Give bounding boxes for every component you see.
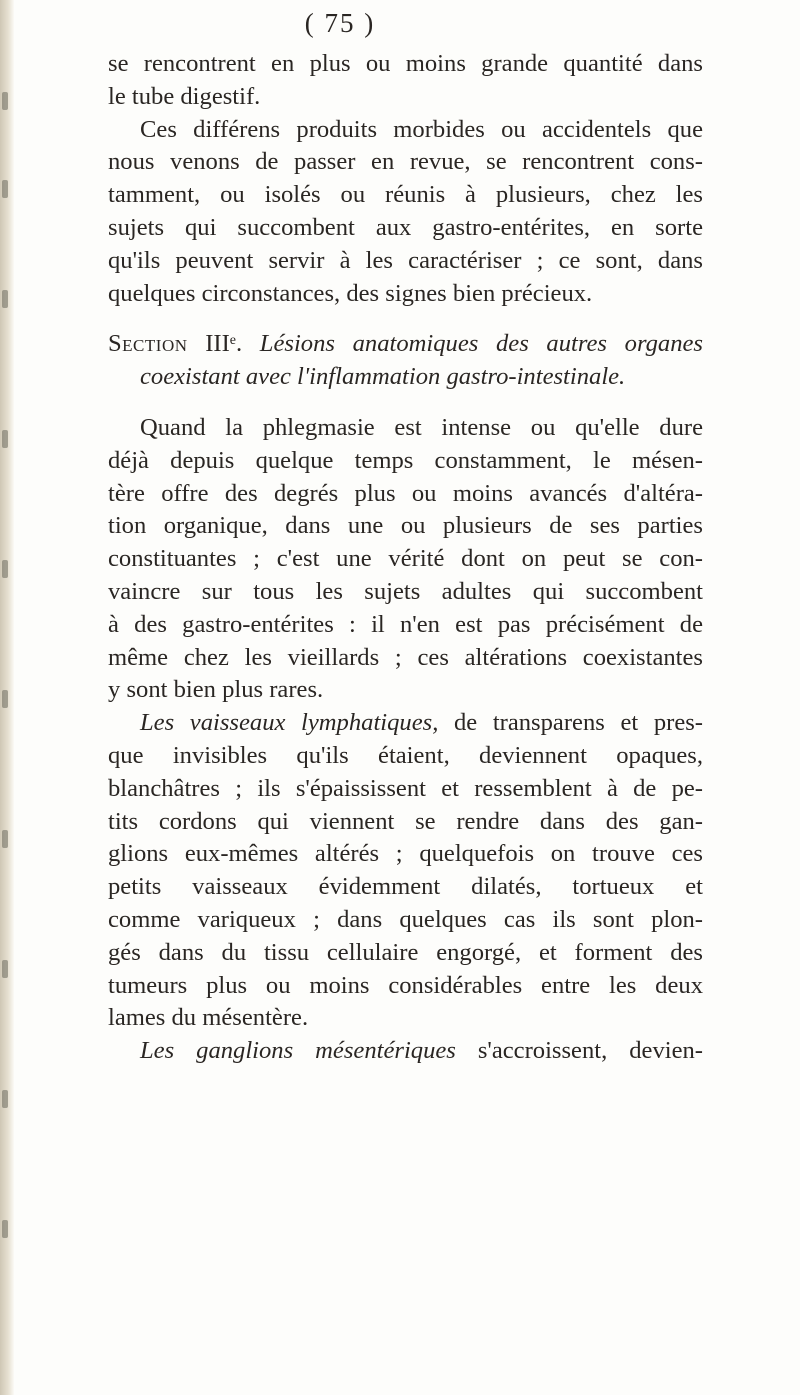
text-line: constituantes ; c'est une vérité dont on peut se con-: [108, 545, 703, 573]
paragraph: [108, 114, 703, 311]
paragraph-continuation: [108, 48, 703, 114]
text-line: lames du mésentère.: [108, 1004, 309, 1032]
text-line: qu'ils peuvent servir à les caractériser ; ce sont, dans: [108, 246, 703, 274]
text-line: sujets qui succombent aux gastro-entérites, en sorte: [108, 213, 703, 241]
section-number-superscript: e: [229, 333, 236, 349]
text-line: y sont bien plus rares.: [108, 676, 324, 704]
spacer: [108, 394, 703, 412]
binding-mark: [2, 180, 8, 198]
text-line: quelques circonstances, des signes bien précieux.: [108, 279, 593, 307]
section-label: Section: [108, 330, 188, 358]
paragraph: [108, 707, 703, 1035]
text-line: nous venons de passer en revue, se rencontrent cons-: [108, 148, 703, 176]
binding-mark: [2, 290, 8, 308]
text-line: tits cordons qui viennent se rendre dans des gan-: [108, 807, 703, 835]
italic-lead: Les vaisseaux lymphatiques,: [140, 709, 439, 737]
paragraph: [108, 412, 703, 707]
text-line: se rencontrent en plus ou moins grande quantité dans: [108, 50, 703, 77]
text-line: même chez les vieillards ; ces altérations coexistantes: [108, 643, 703, 671]
binding-mark: [2, 690, 8, 708]
text-line: Ces différens produits morbides ou accidentels que: [140, 115, 703, 143]
text-line: glions eux-mêmes altérés ; quelquefois on trouve ces: [108, 840, 703, 868]
text-line: tère offre des degrés plus ou moins avancés d'altéra-: [108, 479, 703, 507]
text-line: petits vaisseaux évidemment dilatés, tortueux et: [108, 873, 703, 901]
text-line: [108, 1035, 703, 1068]
text-line: tion organique, dans une ou plusieurs de ses parties: [108, 512, 703, 540]
section-heading-line: Section IIIe. Lésions anatomiques des autres organes: [108, 330, 703, 358]
text-line: comme variqueux ; dans quelques cas ils sont plon-: [108, 905, 703, 933]
text-line: tamment, ou isolés ou réunis à plusieurs, chez les: [108, 181, 703, 209]
text-line: déjà depuis quelque temps constamment, le mésen-: [108, 446, 703, 474]
paragraph: [108, 1035, 703, 1068]
binding-mark: [2, 560, 8, 578]
text-line: Quand la phlegmasie est intense ou qu'elle dure: [140, 413, 703, 441]
text-line: le tube digestif.: [108, 82, 261, 110]
spacer: [108, 310, 703, 328]
binding-mark: [2, 92, 8, 110]
section-number: III: [205, 330, 230, 358]
binding-mark: [2, 960, 8, 978]
italic-lead: Les ganglions mésentériques: [140, 1037, 456, 1065]
text-fragment: de transparens et pres-: [438, 709, 703, 737]
page-binding-edge: [0, 0, 14, 1395]
text-line: à des gastro-entérites : il n'en est pas précisément de: [108, 610, 703, 638]
section-heading: [108, 328, 703, 394]
text-line: gés dans du tissu cellulaire engorgé, et forment des: [108, 938, 703, 966]
text-line: que invisibles qu'ils étaient, deviennent opaques,: [108, 741, 703, 769]
binding-mark: [2, 1090, 8, 1108]
binding-mark: [2, 430, 8, 448]
section-heading-line: [108, 361, 703, 394]
page-text: [108, 48, 703, 1068]
page-number: ( 75 ): [304, 8, 376, 38]
binding-mark: [2, 830, 8, 848]
section-title-continued: coexistant avec l'inflammation gastro-intestinale.: [140, 363, 626, 391]
text-line: vaincre sur tous les sujets adultes qui succombent: [108, 577, 703, 605]
text-line: tumeurs plus ou moins considérables entre les deux: [108, 971, 703, 999]
text-line: blanchâtres ; ils s'épaississent et ressemblent à de pe-: [108, 774, 703, 802]
text-fragment: s'accroissent, devien-: [455, 1037, 703, 1065]
binding-mark: [2, 1220, 8, 1238]
section-title: Lésions anatomiques des autres organes: [259, 330, 703, 358]
text-line: [108, 707, 703, 740]
